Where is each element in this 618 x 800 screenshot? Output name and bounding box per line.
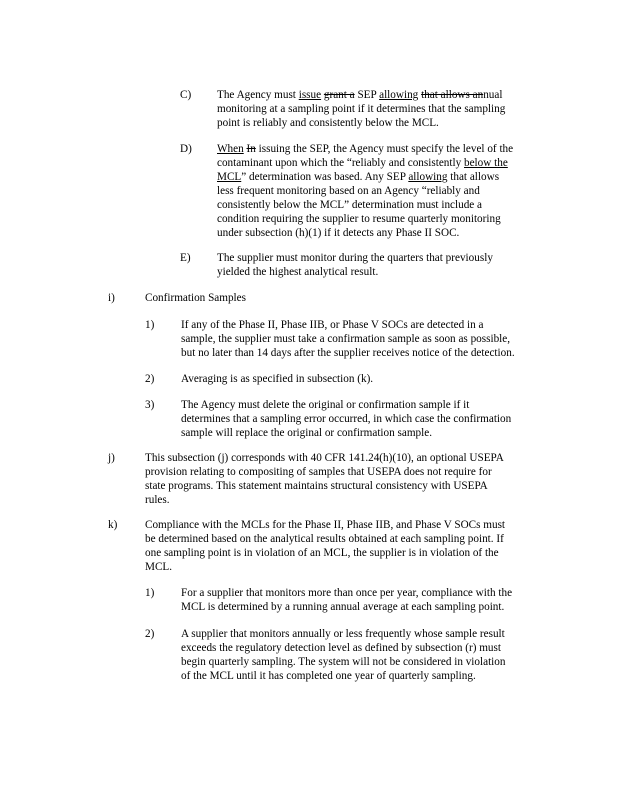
- text-run: under subsection (h)(1) if it detects any Phase II SOC.: [217, 227, 460, 239]
- section-label: 1): [145, 319, 155, 331]
- section-label: C): [180, 89, 192, 101]
- section-text: [145, 451, 555, 507]
- text-line: [145, 532, 555, 546]
- text-run: Averaging is as specified in subsection (k).: [181, 373, 374, 385]
- inserted-text: When: [217, 143, 244, 155]
- text-line: [217, 198, 547, 212]
- text-run: For a supplier that monitors more than once per year, compliance with the: [181, 587, 513, 599]
- text-line: [181, 655, 561, 669]
- text-run: rules.: [145, 494, 170, 506]
- text-run: sample, the supplier must take a confirmation sample as soon as possible,: [181, 333, 511, 345]
- text-line: [181, 669, 561, 683]
- text-run: determines that a sampling error occurred, in which case the confirmation: [181, 413, 512, 425]
- text-run: begin quarterly sampling. The system will not be considered in violation: [181, 656, 506, 668]
- inserted-text: MCL: [217, 171, 242, 183]
- deleted-text: In: [246, 143, 256, 155]
- text-run: issuing the SEP, the Agency must specify the level of the: [255, 143, 514, 155]
- text-run: exceeds the regulatory detection level as defined by subsection (r) must: [181, 642, 501, 654]
- text-line: [181, 641, 561, 655]
- text-run: be determined based on the analytical results obtained at each sampling point. If: [145, 533, 504, 545]
- section-label: i): [108, 292, 115, 304]
- text-line: [181, 398, 561, 412]
- text-run: ” determination was based. Any SEP: [241, 171, 409, 183]
- text-line: [217, 265, 547, 279]
- inserted-text: below the: [464, 157, 508, 169]
- text-line: [181, 586, 561, 600]
- text-line: [217, 142, 547, 156]
- section-label: E): [180, 252, 191, 264]
- section-label: j): [108, 452, 115, 464]
- text-line: [145, 479, 555, 493]
- text-line: [145, 291, 555, 305]
- text-line: [181, 600, 561, 614]
- text-run: yielded the highest analytical result.: [217, 266, 379, 278]
- text-run: If any of the Phase II, Phase IIB, or Phase V SOCs are detected in a: [181, 319, 484, 331]
- text-run: The supplier must monitor during the quarters that previously: [217, 252, 493, 264]
- text-line: [217, 102, 547, 116]
- text-run: of the MCL until it has completed one year of quarterly sampling.: [181, 670, 476, 682]
- text-run: nual: [483, 89, 503, 101]
- section-text: [181, 372, 561, 386]
- section-text: [145, 518, 555, 574]
- text-run: less frequent monitoring based on an Agency “reliably and: [217, 185, 480, 197]
- text-run: A supplier that monitors annually or less frequently whose sample result: [181, 628, 505, 640]
- text-line: [217, 226, 547, 240]
- section-text: [181, 627, 561, 683]
- inserted-text: issue: [298, 89, 322, 101]
- section-label: 1): [145, 587, 155, 599]
- text-run: SEP: [354, 89, 380, 101]
- text-line: [145, 465, 555, 479]
- text-run: state programs. This statement maintains structural consistency with USEPA: [145, 480, 488, 492]
- text-line: [217, 251, 547, 265]
- section-text: [181, 398, 561, 440]
- text-run: condition requiring the supplier to resume quarterly monitoring: [217, 213, 501, 225]
- text-run: sample will replace the original or confirmation sample.: [181, 427, 433, 439]
- text-run: Compliance with the MCLs for the Phase II, Phase IIB, and Phase V SOCs must: [145, 519, 506, 531]
- text-run: MCL is determined by a running annual average at each sampling point.: [181, 601, 505, 613]
- section-text: [217, 142, 547, 240]
- inserted-text: allowing: [408, 171, 448, 183]
- text-run: The Agency must delete the original or confirmation sample if it: [181, 399, 470, 411]
- deleted-text: grant a: [323, 89, 355, 101]
- text-run: point is reliably and consistently below the MCL.: [217, 117, 439, 129]
- text-line: [145, 560, 555, 574]
- text-line: [181, 426, 561, 440]
- text-line: [145, 451, 555, 465]
- section-text: [181, 318, 561, 360]
- inserted-text: allowing: [379, 89, 419, 101]
- text-run: consistently below the MCL” determination must include a: [217, 199, 483, 211]
- text-run: The Agency must: [217, 89, 299, 101]
- text-line: [181, 318, 561, 332]
- section-text: [181, 586, 561, 614]
- section-label: k): [108, 519, 118, 531]
- text-run: that allows: [447, 171, 500, 183]
- text-run: provision relating to compositing of samples that USEPA does not require for: [145, 466, 492, 478]
- text-line: [217, 184, 547, 198]
- text-line: [181, 627, 561, 641]
- section-text: [217, 251, 547, 279]
- section-label: 3): [145, 399, 155, 411]
- deleted-text: that allows an: [421, 89, 484, 101]
- section-label: D): [180, 143, 192, 155]
- text-line: [217, 156, 547, 170]
- text-line: [181, 346, 561, 360]
- text-run: monitoring at a sampling point if it determines that the sampling: [217, 103, 506, 115]
- section-text: [145, 291, 555, 305]
- text-line: [181, 372, 561, 386]
- text-run: one sampling point is in violation of an MCL, the supplier is in violation of the: [145, 547, 499, 559]
- text-line: [145, 518, 555, 532]
- text-line: [217, 170, 547, 184]
- text-run: Confirmation Samples: [145, 292, 246, 304]
- text-run: This subsection (j) corresponds with 40 CFR 141.24(h)(10), an optional USEPA: [145, 452, 504, 464]
- text-run: but no later than 14 days after the supplier receives notice of the detection.: [181, 347, 515, 359]
- section-text: [217, 88, 547, 130]
- text-line: [217, 212, 547, 226]
- section-label: 2): [145, 373, 155, 385]
- text-line: [181, 412, 561, 426]
- text-line: [145, 493, 555, 507]
- section-label: 2): [145, 628, 155, 640]
- text-line: [217, 116, 547, 130]
- text-line: [145, 546, 555, 560]
- text-line: [181, 332, 561, 346]
- text-run: contaminant upon which the “reliably and consistently: [217, 157, 464, 169]
- text-line: [217, 88, 547, 102]
- text-run: MCL.: [145, 561, 173, 573]
